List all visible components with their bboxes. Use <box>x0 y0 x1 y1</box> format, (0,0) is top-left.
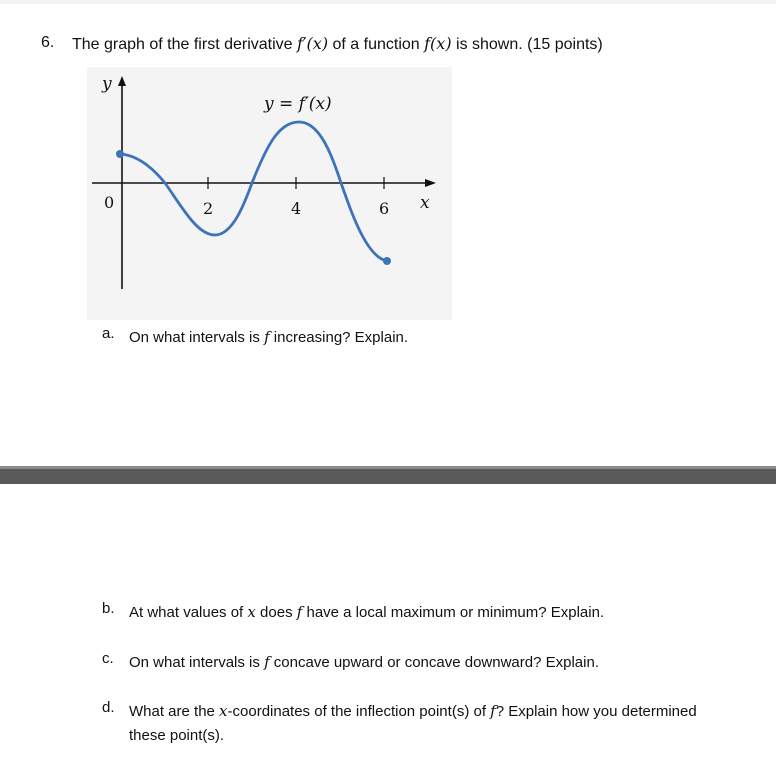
part-b-label: b. <box>102 600 115 617</box>
derivative-graph <box>87 67 452 320</box>
question-text-after: is shown. (15 points) <box>451 36 603 53</box>
part-d-text <box>129 699 697 748</box>
part-b-var2: f <box>296 603 303 621</box>
question-text <box>72 34 603 54</box>
question-fprime: f′(x) <box>297 34 329 53</box>
part-a-pre: On what intervals is <box>129 329 265 346</box>
part-b-mid: does <box>255 604 297 621</box>
page-top-border <box>0 0 776 4</box>
question-text-middle: of a function <box>328 36 425 53</box>
tick-label-4: 4 <box>291 199 302 218</box>
part-a-var: f <box>264 328 270 346</box>
part-c-label: c. <box>102 650 114 667</box>
y-axis-label: y <box>102 74 112 94</box>
derivative-curve <box>120 122 390 261</box>
page-break-edge <box>0 466 776 469</box>
part-d-mid: -coordinates of the inflection point(s) of <box>227 703 491 720</box>
tick-label-6: 6 <box>379 199 390 218</box>
question-f: f(x) <box>424 34 452 53</box>
part-c-pre: On what intervals is <box>129 654 265 671</box>
x-axis-arrow <box>425 179 436 187</box>
part-d-var2: f <box>490 702 496 720</box>
question-text-before: The graph of the first derivative <box>72 36 297 53</box>
part-d-var: x <box>219 702 228 720</box>
derivative-graph-figure <box>87 67 452 320</box>
part-c-post: concave upward or concave downward? Explain. <box>269 654 599 671</box>
curve-label: y = f′(x) <box>264 94 332 114</box>
part-b-pre: At what values of <box>129 604 248 621</box>
question-number: 6. <box>41 34 55 51</box>
origin-label: 0 <box>104 193 115 212</box>
part-c-text <box>129 650 599 675</box>
part-b-post: have a local maximum or minimum? Explain. <box>302 604 605 621</box>
y-axis-arrow <box>118 76 126 86</box>
page-break-bar <box>0 466 776 484</box>
part-b-text <box>129 600 604 625</box>
part-a-post: increasing? Explain. <box>269 329 409 346</box>
curve-end-point <box>383 257 391 265</box>
tick-label-2: 2 <box>203 199 214 218</box>
part-b-var: x <box>247 603 256 621</box>
part-d-label: d. <box>102 699 115 716</box>
part-a-text <box>129 325 408 350</box>
x-axis-label: x <box>420 193 430 213</box>
part-a-label: a. <box>102 325 115 342</box>
part-d-line2: these point(s). <box>129 727 225 744</box>
curve-start-point <box>116 150 124 158</box>
part-d-post: ? Explain how you determined <box>495 703 697 720</box>
part-d-pre: What are the <box>129 703 220 720</box>
part-c-var: f <box>264 653 270 671</box>
